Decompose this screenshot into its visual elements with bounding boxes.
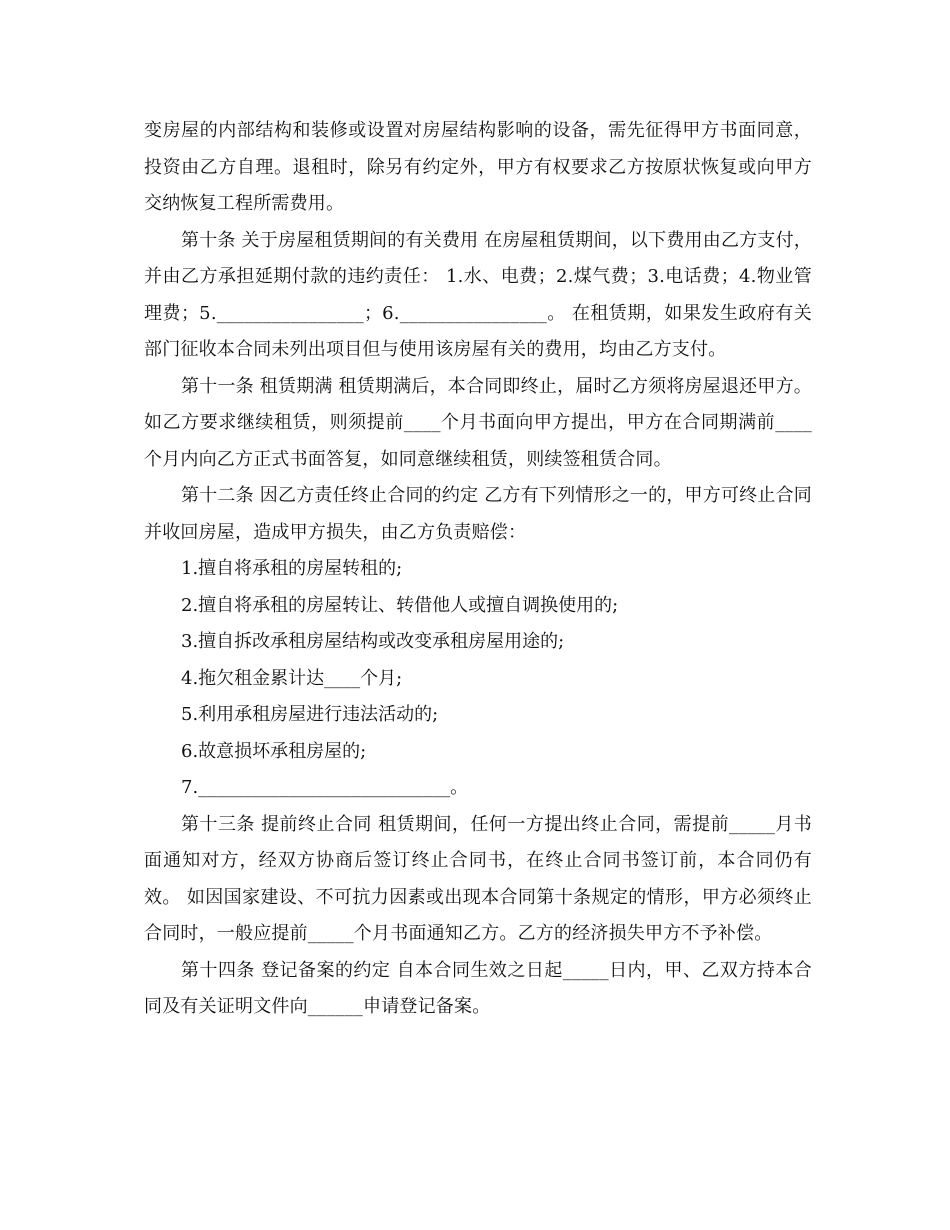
list-item: 1.擅自将承租的房屋转租的; bbox=[181, 558, 403, 579]
paragraph-continuation: 变房屋的内部结构和装修或设置对房屋结构影响的设备，需先征得甲方书面同意，投资由乙方自理。退租时，除另有约定外，甲方有权要求乙方按原状恢复或向甲方交纳恢复工程所需费用。 bbox=[144, 120, 812, 214]
article-14-paragraph: 第十四条 登记备案的约定 自本合同生效之日起_____日内，甲、乙双方持本合同及有关证明文件向______申请登记备案。 bbox=[144, 959, 812, 1017]
list-item: 6.故意损坏承租房屋的; bbox=[181, 740, 367, 762]
article-12-paragraph: 第十二条 因乙方责任终止合同的约定 乙方有下列情形之一的，甲方可终止合同并收回房屋，造成甲方损失，由乙方负责赔偿： bbox=[144, 485, 812, 543]
article-11-paragraph: 第十一条 租赁期满 租赁期满后，本合同即终止，届时乙方须将房屋退还甲方。如乙方要求继续租赁，则须提前____个月书面向甲方提出，甲方在合同期满前____个月内向乙方正式书面答复，如同意继续租赁，则续签租赁合同。 bbox=[144, 375, 812, 470]
list-item: 2.擅自将承租的房屋转让、转借他人或擅自调换使用的; bbox=[181, 594, 619, 616]
list-item: 5.利用承租房屋进行违法活动的; bbox=[181, 704, 439, 725]
article-13-paragraph: 第十三条 提前终止合同 租赁期间，任何一方提出终止合同，需提前_____月书面通知对方，经双方协商后签订终止合同书，在终止合同书签订前，本合同仍有效。 如因国家建设、不可抗力因素或出现本合同第十条规定的情形，甲方必须终止合同时，一般应提前_____个月书面通知乙方。乙方的经济损失甲方不予补偿。 bbox=[144, 813, 812, 944]
document-body bbox=[144, 113, 812, 1026]
article-10-paragraph: 第十条 关于房屋租赁期间的有关费用 在房屋租赁期间，以下费用由乙方支付，并由乙方承担延期付款的违约责任： 1.水、电费；2.煤气费；3.电话费；4.物业管理费；5.________________；6.________________。 在租赁期，如果发生政府有关部门征收本合同未列出项目但与使用该房屋有关的费用，均由乙方支付。 bbox=[144, 229, 812, 360]
list-item: 3.擅自拆改承租房屋结构或改变承租房屋用途的; bbox=[181, 631, 565, 652]
list-item: 4.拖欠租金累计达____个月; bbox=[181, 667, 403, 689]
list-item: 7.____________________________。 bbox=[181, 777, 469, 798]
